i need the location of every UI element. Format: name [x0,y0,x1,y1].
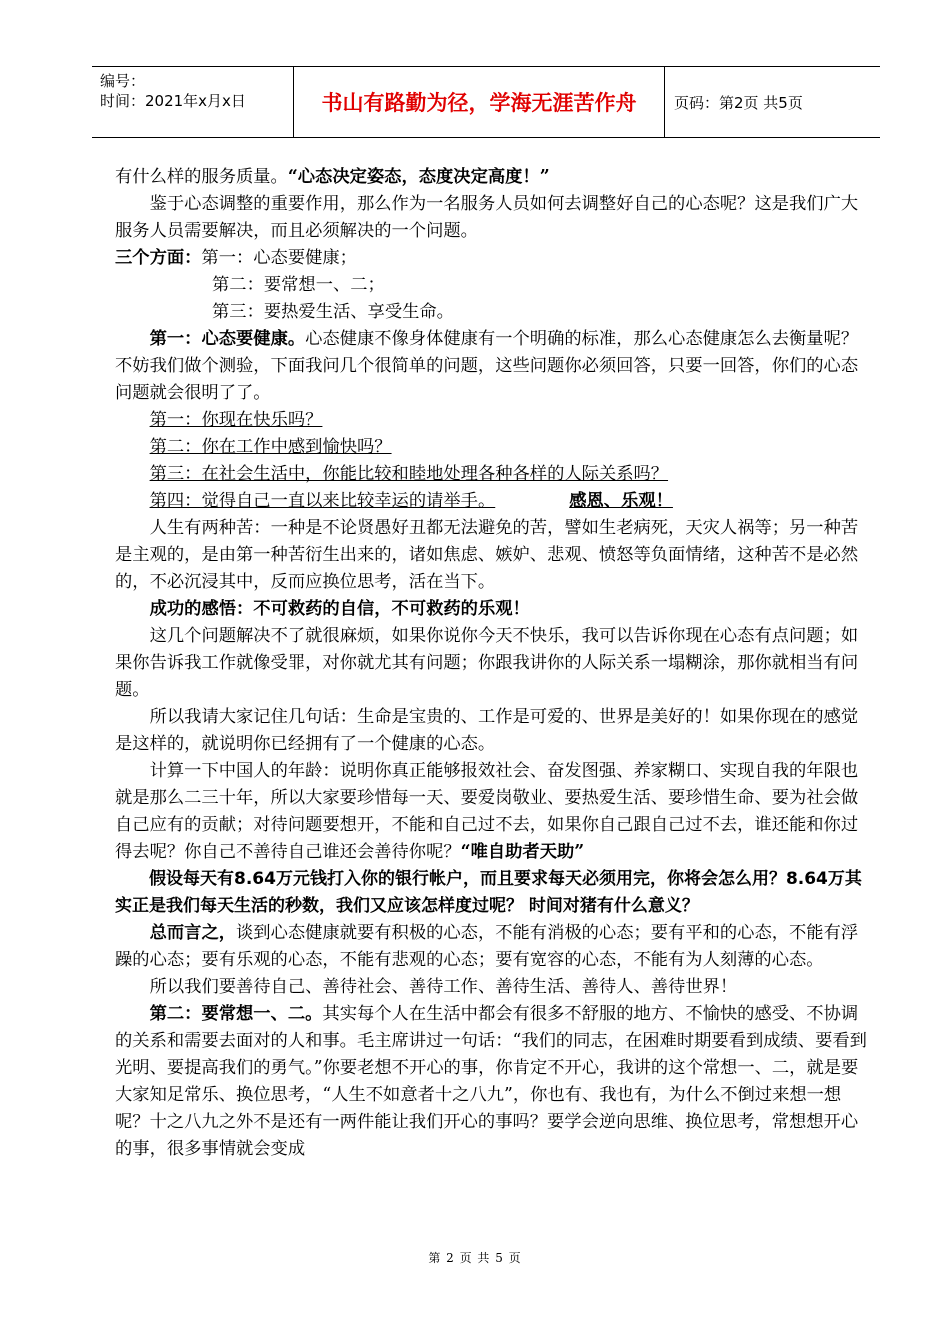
question-1: 第一：你现在快乐吗？ [149,410,323,430]
page-footer: 第 2 页 共 5 页 [428,1251,522,1265]
paragraph-remember: 所以我请大家记住几句话：生命是宝贵的、工作是可爱的、世界是美好的！如果你现在的感觉是这样的，就说明你已经拥有了一个健康的心态。 [115,707,859,754]
three-aspects-line-2: 第二：要常想一、二； [212,275,385,295]
three-aspects-line-3: 第三：要热爱生活、享受生命。 [212,302,454,322]
question-4: 第四：觉得自己一直以来比较幸运的请举手。 感恩、乐观！ [149,491,673,511]
question-3: 第三：在社会生活中，你能比较和睦地处理各种各样的人际关系吗？ [149,464,669,484]
summary-lead: 总而言之， [149,923,237,943]
document-header [92,66,880,138]
paragraph-problems: 这几个问题解决不了就很麻烦，如果你说你今天不快乐，我可以告诉你现在心态有点问题；如果你告诉我工作就像受罪，对你就尤其有问题；你跟我讲你的人际关系一塌糊涂，那你就相当有问题。 [115,626,859,700]
section-2-paragraph: 第二：要常想一、二。其实每个人在生活中都会有很多不舒服的地方、不愉快的感受、不协调的关系和需要去面对的人和事。毛主席讲过一句话：“我们的同志，在困难时期要看到成绩、要看到光明、要提高我们的勇气。”你要老想不开心的事，你肯定不开心，我讲的这个常想一、二，就是要大家知足常乐、换位思考，“人生不如意者十之八九”，你也有、我也有，为什么不倒过来想一想呢？十之八九之外不是还有一两件能让我们开心的事吗？要学会逆向思维、换位思考，常想想开心的事，很多事情就会变成 [115,1004,867,1159]
document-body [115,164,875,1163]
section-2-title: 第二：要常想一、二。 [149,1004,323,1024]
header-meta [92,67,294,137]
paragraph-age: 计算一下中国人的年龄：说明你真正能够报效社会、奋发图强、养家糊口、实现自我的年限也就是那么二三十年，所以大家要珍惜每一天、要爱岗敬业、要热爱生活、要珍惜生命、要为社会做自己应有的贡献；对待问题要想开，不能和自己过不去，如果你自己跟自己过不去，谁还能和你过得去呢？你自己不善待自己谁还会善待你呢？“唯自助者天助” [115,761,859,862]
attitude-quote: “心态决定姿态，态度决定高度！” [287,167,550,187]
time-label: 时间：2021年x月x日 [100,92,246,110]
paragraph-service-quality: 有什么样的服务质量。“心态决定姿态，态度决定高度！” [115,167,550,187]
paragraph-two-pains: 人生有两种苦：一种是不论贤愚好丑都无法避免的苦，譬如生老病死，天灾人祸等；另一种苦是主观的，是由第一种苦衍生出来的，诸如焦虑、嫉妒、悲观、愤怒等负面情绪，这种苦不是必然的，不必沉浸其中，反而应换位思考，活在当下。 [115,518,859,592]
gratitude-optimism: 感恩、乐观！ [569,491,673,511]
self-help-quote: “唯自助者天助” [460,842,585,862]
paragraph-treat-well: 所以我们要善待自己、善待社会、善待工作、善待生活、善待人、善待世界！ [149,977,738,997]
paragraph-adjust-mindset: 鉴于心态调整的重要作用，那么作为一名服务人员如何去调整好自己的心态呢？这是我们广大服务人员需要解决，而且必须解决的一个问题。 [115,194,859,241]
number-label: 编号： [100,72,146,90]
paragraph-summary: 总而言之，谈到心态健康就要有积极的心态，不能有消极的心态；要有平和的心态，不能有浮躁的心态；要有乐观的心态，不能有悲观的心态；要有宽容的心态，不能有为人刻薄的心态。 [115,923,859,970]
three-aspects-line-1: 三个方面：第一：心态要健康； [115,248,357,268]
paragraph-money: 假设每天有8.64万元钱打入你的银行帐户，而且要求每天必须用完，你将会怎么用？8.64万其实正是我们每天生活的秒数，我们又应该怎样度过呢？ 时间对猪有什么意义？ [115,869,862,916]
question-2: 第二：你在工作中感到愉快吗？ [149,437,392,457]
three-aspects-title: 三个方面： [115,248,202,268]
section-1-paragraph: 第一：心态要健康。心态健康不像身体健康有一个明确的标准，那么心态健康怎么去衡量呢？不妨我们做个测验，下面我问几个很简单的问题，这些问题你必须回答，只要一回答，你们的心态问题就会很明了了。 [115,329,859,403]
success-insight: 成功的感悟：不可救药的自信，不可救药的乐观！ [149,599,530,619]
header-motto: 书山有路勤为径，学海无涯苦作舟 [294,67,665,137]
section-1-title: 第一：心态要健康。 [149,329,306,349]
header-page-label: 页码：第2页 共5页 [674,93,803,112]
